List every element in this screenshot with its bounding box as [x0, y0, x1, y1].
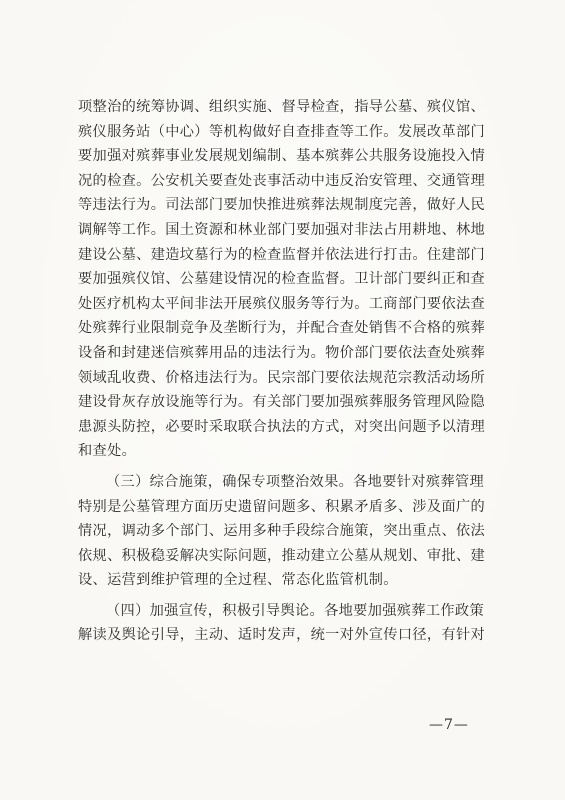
paragraph-line: 领域乱收费、价格违法行为。民宗部门要依法规范宗教活动场所 [78, 369, 486, 386]
section-3-line: 情况，调动多个部门、运用多种手段综合施策，突出重点、依法 [78, 523, 486, 540]
section-3-line: 设、运营到维护管理的全过程、常态化监管机制。 [78, 572, 398, 589]
section-3-line: 依规、积极稳妥解决实际问题，推动建立公墓从规划、审批、建 [78, 547, 486, 564]
section-3-first-line [78, 470, 488, 495]
section-3-heading: （三）综合施策，确保专项整治效果。 [106, 473, 354, 490]
paragraph-line: 建设骨灰存放设施等行为。有关部门要加强殡葬服务管理风险隐 [78, 394, 486, 411]
paragraph-line: 等违法行为。司法部门要加快推进殡葬法规制度完善，做好人民 [78, 197, 486, 214]
page-number: —7— [429, 717, 469, 733]
paragraph-line: 调解等工作。国土资源和林业部门要加强对非法占用耕地、林地 [78, 221, 486, 238]
paragraph-line: 处医疗机构太平间非法开展殡仪服务等行为。工商部门要依法查 [78, 295, 486, 312]
section-3-text: 各地要针对殡葬管理 [353, 473, 484, 490]
paragraph-line: 建设公墓、建造坟墓行为的检查监督并依法进行打击。住建部门 [78, 246, 486, 263]
paragraph-line: 和查处。 [78, 443, 137, 460]
paragraph-line: 处殡葬行业限制竞争及垄断行为，并配合查处销售不合格的殡葬 [78, 320, 486, 337]
paragraph-line: 殡仪服务站（中心）等机构做好自查排查等工作。发展改革部门 [78, 123, 486, 140]
paragraph-line: 项整治的统筹协调、组织实施、督导检查，指导公墓、殡仪馆、 [78, 99, 486, 115]
body-text [78, 95, 488, 648]
section-4-heading: （四）加强宣传，积极引导舆论。 [106, 602, 325, 619]
paragraph-line: 要加强对殡葬事业发展规划编制、基本殡葬公共服务设施投入情 [78, 148, 486, 165]
paragraph-line: 况的检查。公安机关要查处丧事活动中违反治安管理、交通管理 [78, 172, 486, 189]
section-4-first-line [78, 599, 488, 624]
section-4-text: 各地要加强殡葬工作政策 [324, 602, 484, 619]
paragraph-line: 设备和封建迷信殡葬用品的违法行为。物价部门要依法查处殡葬 [78, 344, 486, 361]
section-4-line: 解读及舆论引导，主动、适时发声，统一对外宣传口径，有针对 [78, 627, 486, 644]
paragraph-line: 要加强殡仪馆、公墓建设情况的检查监督。卫计部门要纠正和查 [78, 271, 486, 288]
section-3-line: 特别是公墓管理方面历史遗留问题多、积累矛盾多、涉及面广的 [78, 498, 486, 515]
paragraph-line: 患源头防控，必要时采取联合执法的方式，对突出问题予以清理 [78, 418, 486, 435]
